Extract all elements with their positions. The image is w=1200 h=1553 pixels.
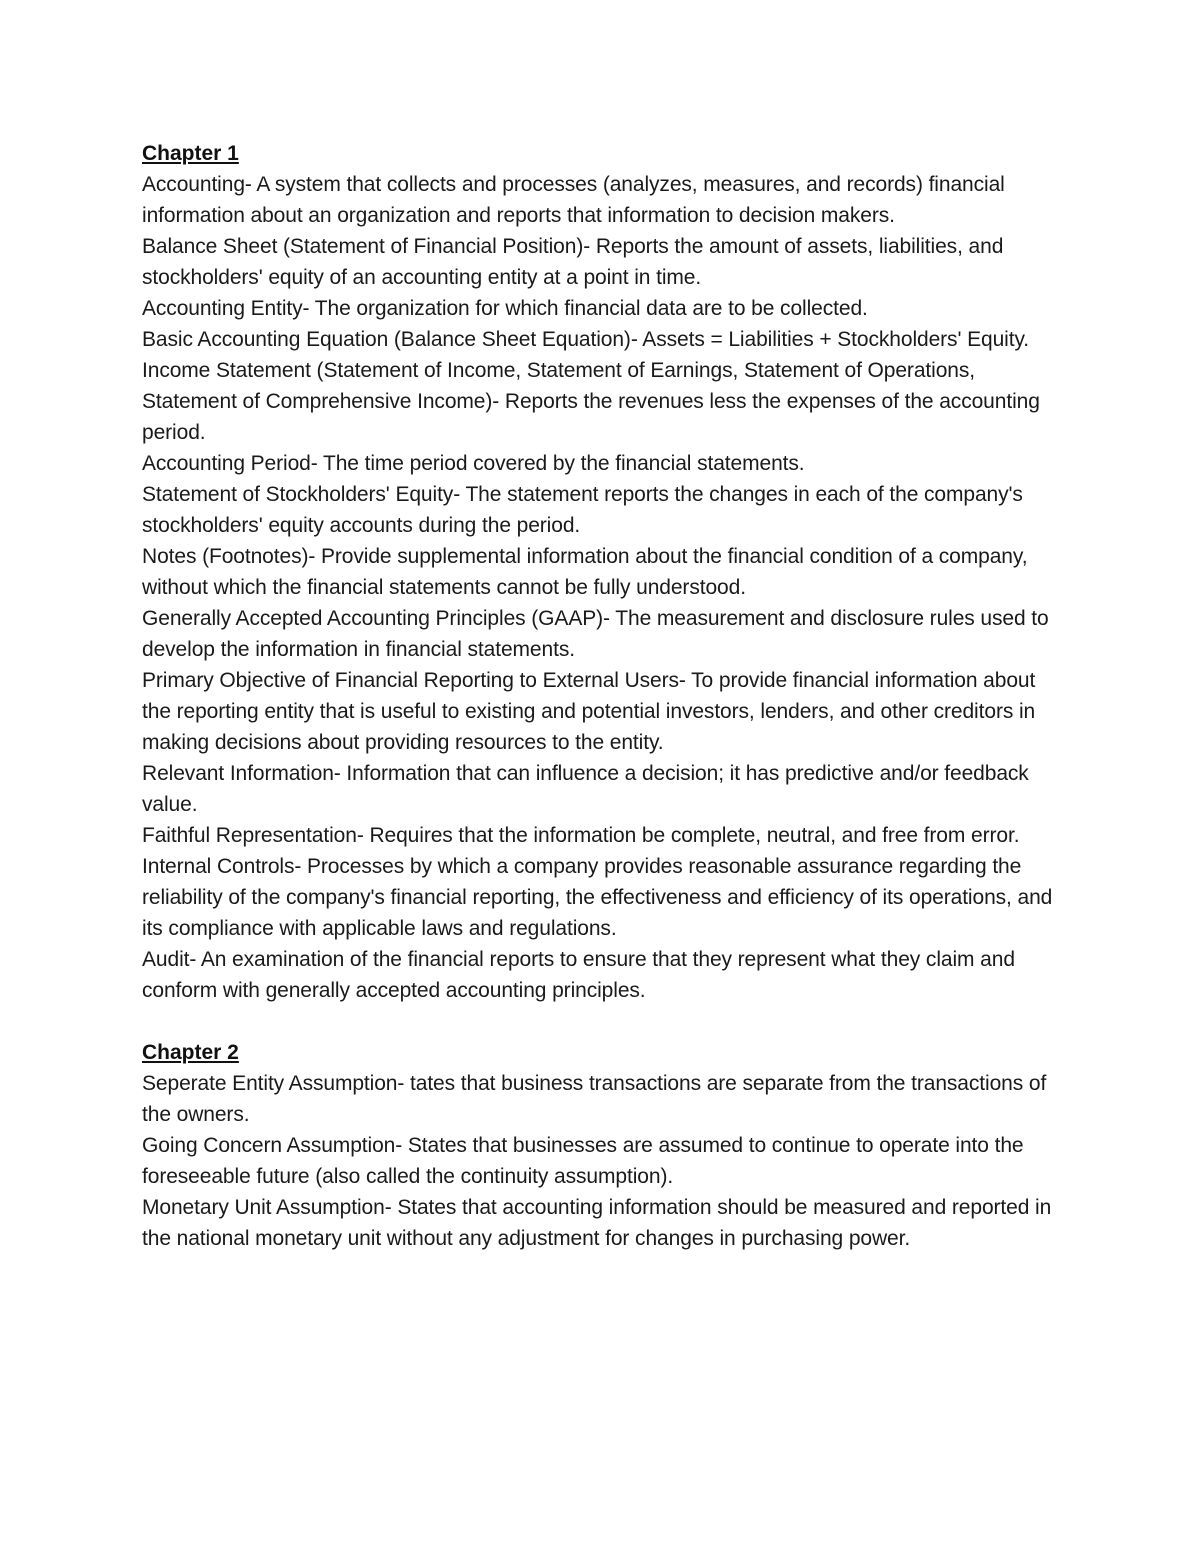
definition-internal-controls: Internal Controls- Processes by which a company provides reasonable assurance regarding the reliability of the company's financial reporting, the effectiveness and efficiency of its operations, and its compliance with applicable laws and regulations. xyxy=(142,855,1053,940)
definition-gaap: Generally Accepted Accounting Principles (GAAP)- The measurement and disclosure rules used to develop the information in financial statements. xyxy=(142,607,1049,661)
definition-going-concern-assumption: Going Concern Assumption- States that businesses are assumed to continue to operate into the foreseeable future (also called the continuity assumption). xyxy=(142,1134,1024,1188)
definition-balance-sheet: Balance Sheet (Statement of Financial Position)- Reports the amount of assets, liabilities, and stockholders' equity of an accounting entity at a point in time. xyxy=(142,235,1004,289)
definition-accounting-entity: Accounting Entity- The organization for which financial data are to be collected. xyxy=(142,297,868,320)
definition-basic-accounting-equation: Basic Accounting Equation (Balance Sheet Equation)- Assets = Liabilities + Stockholders' Equity. xyxy=(142,328,1030,351)
definition-separate-entity-assumption: Seperate Entity Assumption- tates that business transactions are separate from the transactions of the owners. xyxy=(142,1072,1047,1126)
chapter-2-section xyxy=(142,1037,1062,1254)
definition-faithful-representation: Faithful Representation- Requires that the information be complete, neutral, and free from error. xyxy=(142,824,1020,847)
definition-accounting: Accounting- A system that collects and processes (analyzes, measures, and records) financial information about an organization and reports that information to decision makers. xyxy=(142,173,1005,227)
definition-notes: Notes (Footnotes)- Provide supplemental information about the financial condition of a company, without which the financial statements cannot be fully understood. xyxy=(142,545,1028,599)
document-page xyxy=(142,138,1062,1254)
definition-primary-objective: Primary Objective of Financial Reporting to External Users- To provide financial information about the reporting entity that is useful to existing and potential investors, lenders, and other creditors in making decisions about providing resources to the entity. xyxy=(142,669,1036,754)
definition-audit: Audit- An examination of the financial reports to ensure that they represent what they claim and conform with generally accepted accounting principles. xyxy=(142,948,1015,1002)
definition-monetary-unit-assumption: Monetary Unit Assumption- States that accounting information should be measured and reported in the national monetary unit without any adjustment for changes in purchasing power. xyxy=(142,1196,1052,1250)
chapter-1-section xyxy=(142,138,1062,1006)
definition-income-statement: Income Statement (Statement of Income, Statement of Earnings, Statement of Operations, Statement of Comprehensive Income)- Reports the revenues less the expenses of the accounting period. xyxy=(142,359,1040,444)
definition-accounting-period: Accounting Period- The time period covered by the financial statements. xyxy=(142,452,805,475)
chapter-heading: Chapter 2 xyxy=(142,1041,239,1064)
chapter-heading: Chapter 1 xyxy=(142,142,239,165)
definition-stockholders-equity-statement: Statement of Stockholders' Equity- The statement reports the changes in each of the company's stockholders' equity accounts during the period. xyxy=(142,483,1023,537)
definition-relevant-information: Relevant Information- Information that can influence a decision; it has predictive and/or feedback value. xyxy=(142,762,1029,816)
